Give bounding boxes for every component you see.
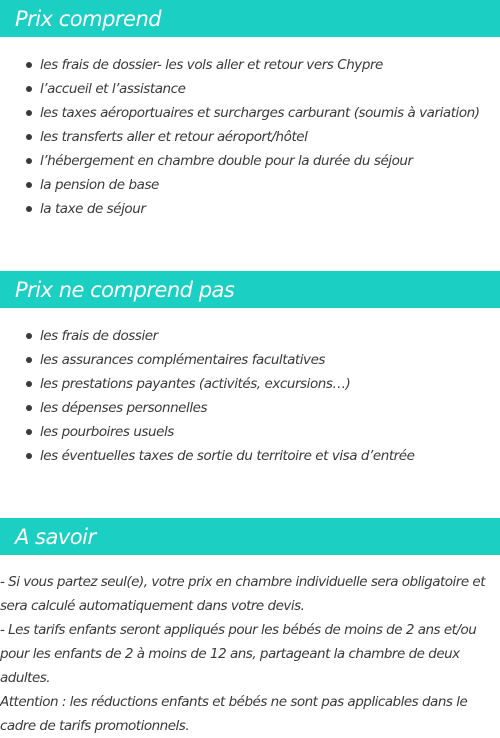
list-item-text: les frais de dossier <box>40 328 158 344</box>
list-item <box>0 77 500 101</box>
bullet-icon <box>26 453 32 459</box>
list-item <box>0 444 500 468</box>
list-item-text: les prestations payantes (activités, excursions…) <box>40 376 351 392</box>
section-header-prix-comprend <box>0 0 500 37</box>
list-item-text: les taxes aéroportuaires et surcharges carburant (soumis à variation) <box>40 105 480 121</box>
list-item <box>0 125 500 149</box>
list-item <box>0 149 500 173</box>
bullet-icon <box>26 182 32 188</box>
section-title: Prix ne comprend pas <box>15 277 235 302</box>
list-item-text: l’hébergement en chambre double pour la durée du séjour <box>40 153 413 169</box>
list-item-text: l’accueil et l’assistance <box>40 81 186 97</box>
list-item <box>0 396 500 420</box>
list-item <box>0 372 500 396</box>
list-item <box>0 197 500 221</box>
bullet-icon <box>26 429 32 435</box>
bullet-icon <box>26 158 32 164</box>
list-item <box>0 173 500 197</box>
excluded-list <box>0 324 500 468</box>
included-list <box>0 53 500 221</box>
bullet-icon <box>26 206 32 212</box>
a-savoir-body <box>0 570 500 738</box>
list-item-text: la pension de base <box>40 177 159 193</box>
section-title: Prix comprend <box>15 6 162 31</box>
section-title: A savoir <box>15 524 96 549</box>
list-item <box>0 348 500 372</box>
list-item-text: les frais de dossier- les vols aller et retour vers Chypre <box>40 57 383 73</box>
list-item-text: les éventuelles taxes de sortie du territoire et visa d’entrée <box>40 448 415 464</box>
list-item-text: les assurances complémentaires facultatives <box>40 352 326 368</box>
list-item-text: les pourboires usuels <box>40 424 174 440</box>
list-item-text: la taxe de séjour <box>40 201 146 217</box>
bullet-icon <box>26 86 32 92</box>
bullet-icon <box>26 357 32 363</box>
bullet-icon <box>26 62 32 68</box>
bullet-icon <box>26 134 32 140</box>
bullet-icon <box>26 405 32 411</box>
list-item <box>0 420 500 444</box>
section-header-a-savoir <box>0 518 500 555</box>
info-paragraph: - Si vous partez seul(e), votre prix en chambre individuelle sera obligatoire et sera calculé automatiquement dans votre devis. <box>0 574 486 614</box>
list-item <box>0 324 500 348</box>
bullet-icon <box>26 381 32 387</box>
list-item-text: les transferts aller et retour aéroport/hôtel <box>40 129 308 145</box>
info-paragraph: Attention : les réductions enfants et bébés ne sont pas applicables dans le cadre de tarifs promotionnels. <box>0 694 468 734</box>
list-item <box>0 101 500 125</box>
bullet-icon <box>26 110 32 116</box>
info-paragraph: - Les tarifs enfants seront appliqués pour les bébés de moins de 2 ans et/ou pour les enfants de 2 à moins de 12 ans, partageant la chambre de deux adultes. <box>0 622 477 686</box>
bullet-icon <box>26 333 32 339</box>
section-header-prix-ne-comprend-pas <box>0 271 500 308</box>
list-item <box>0 53 500 77</box>
list-item-text: les dépenses personnelles <box>40 400 208 416</box>
